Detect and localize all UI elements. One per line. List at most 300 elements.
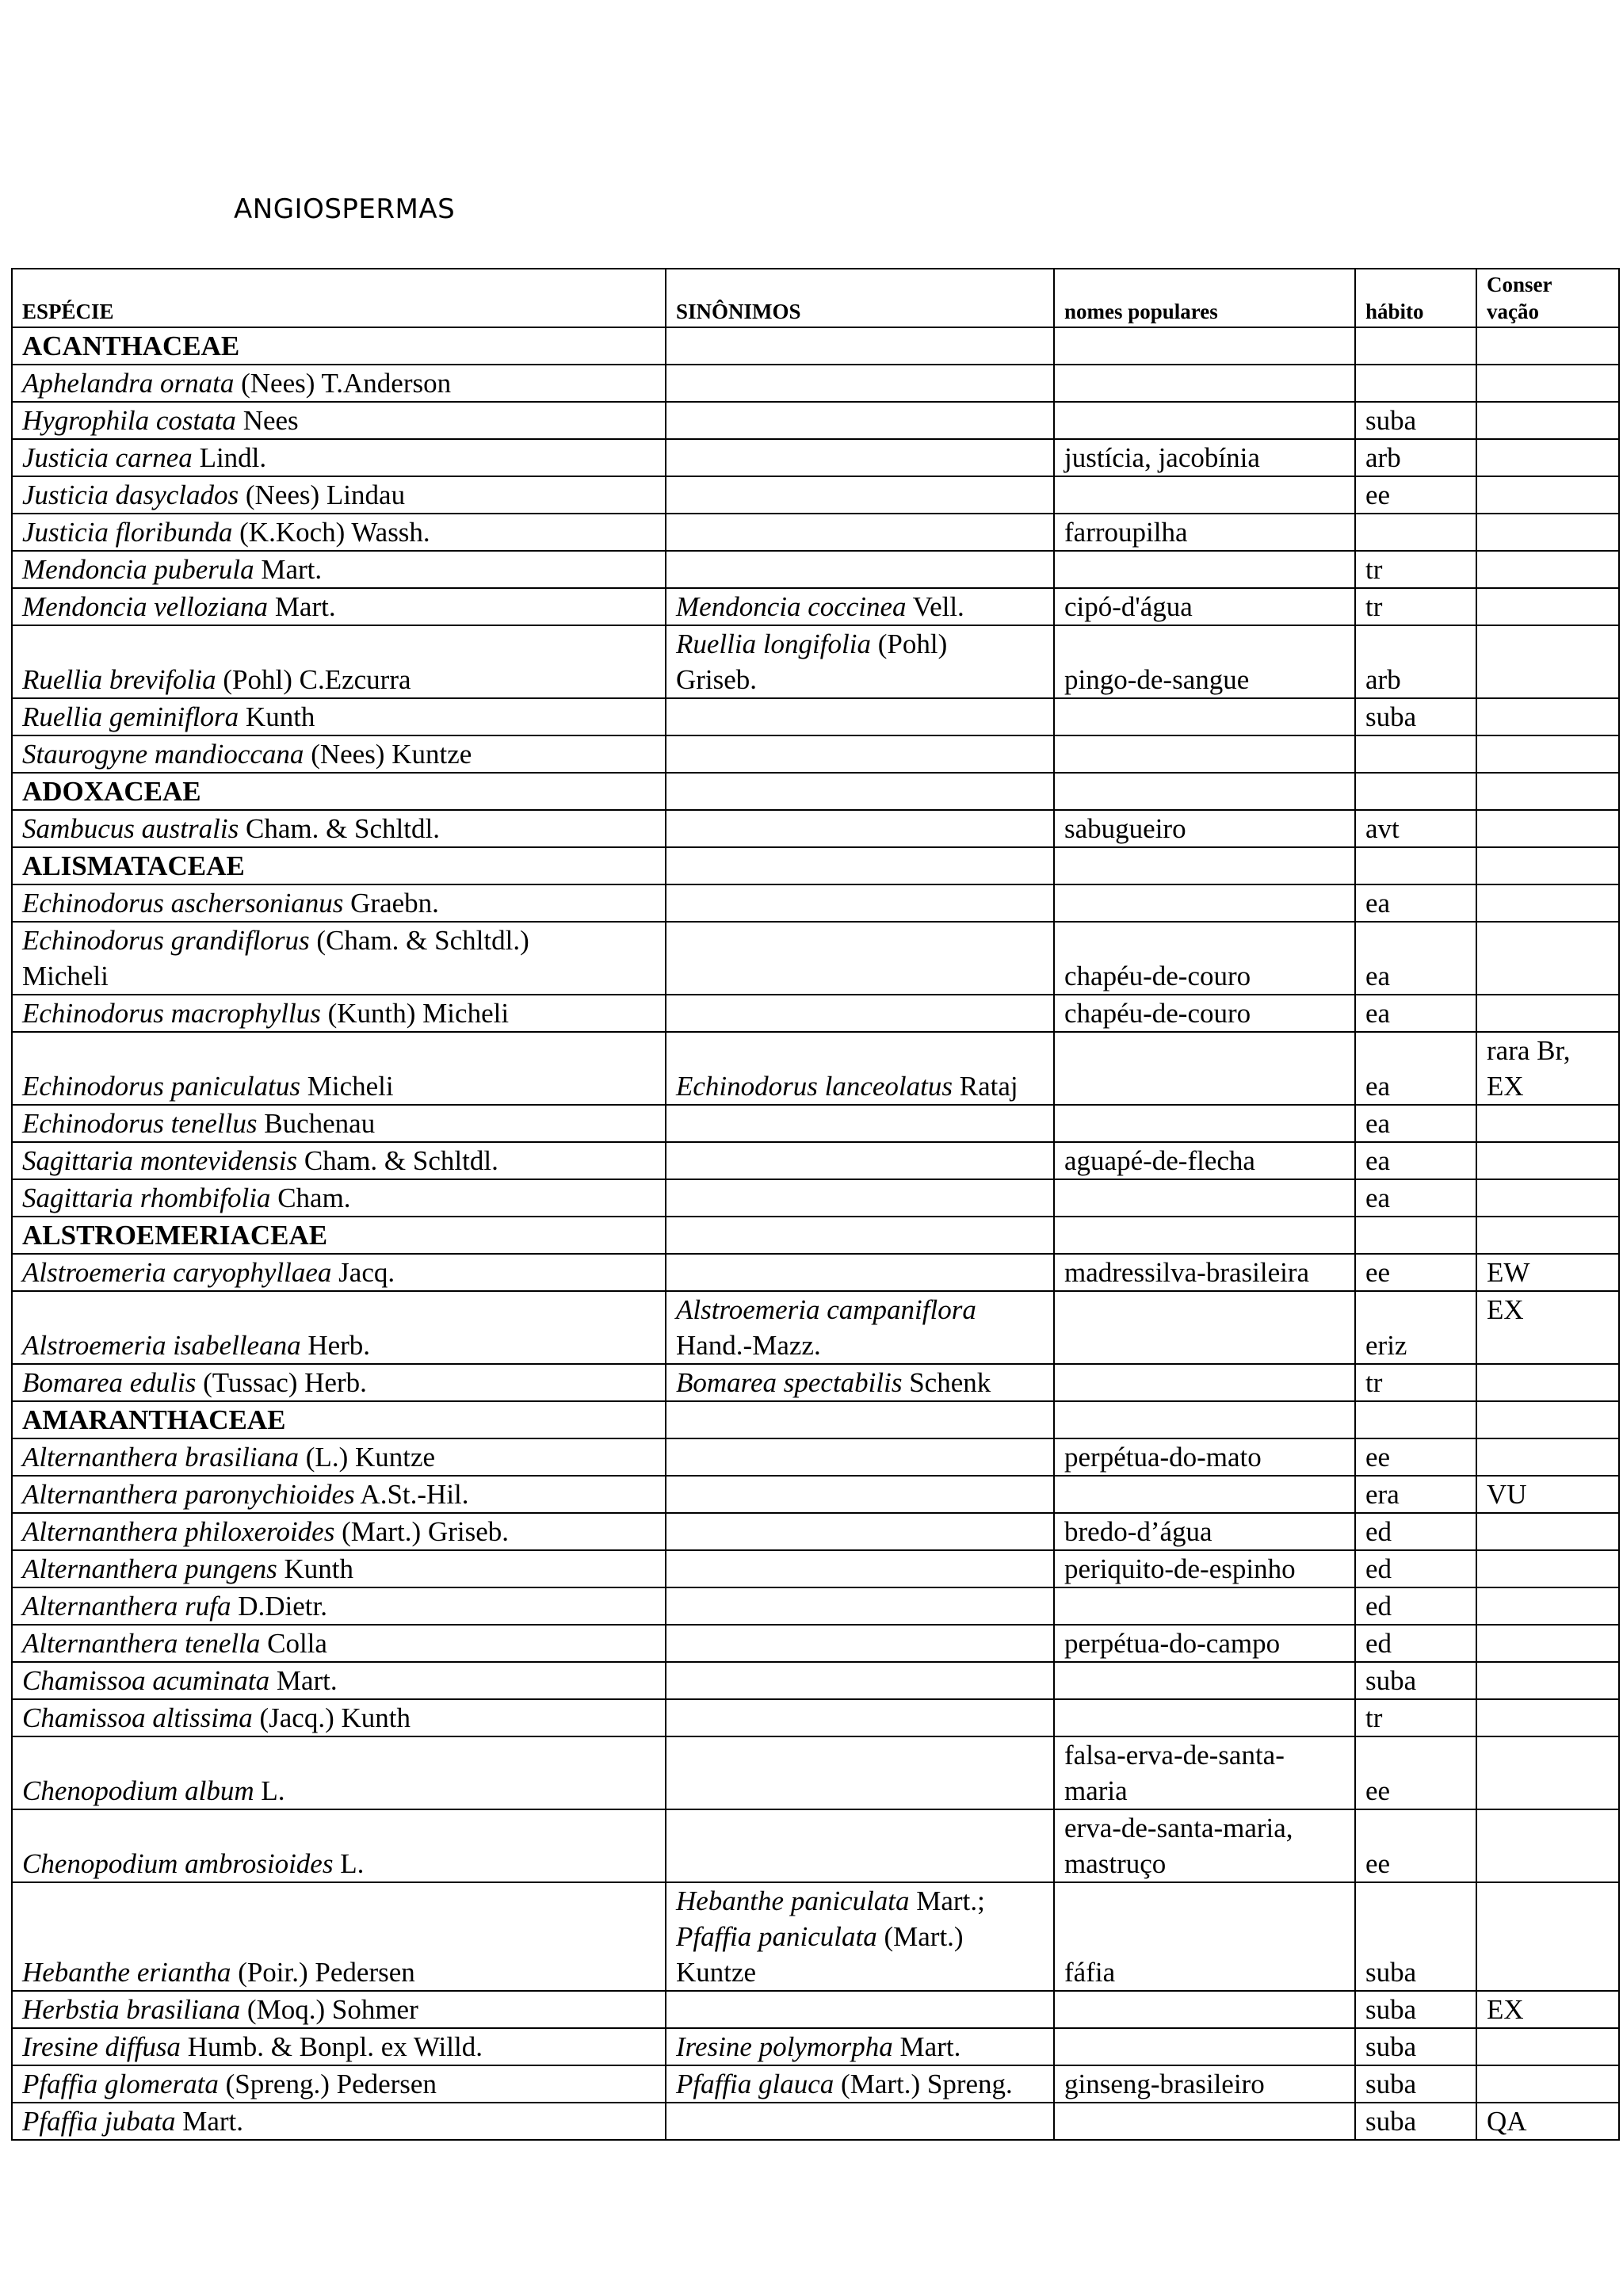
habit-cell: suba — [1355, 2028, 1476, 2065]
species-binomial: Sagittaria montevidensis — [22, 1145, 298, 1176]
species-binomial: Echinodorus grandiflorus — [22, 925, 310, 956]
synonym-author: (Mart.) Spreng. — [834, 2069, 1013, 2099]
synonym-author: Hand.-Mazz. — [676, 1330, 821, 1361]
species-author: A.St.-Hil. — [354, 1479, 469, 1510]
synonym-cell — [666, 810, 1054, 847]
species-binomial: Hebanthe eriantha — [22, 1957, 231, 1988]
popular-name-cell — [1054, 2065, 1355, 2103]
species-binomial: Hygrophila costata — [22, 405, 236, 436]
species-binomial: Alternanthera rufa — [22, 1591, 231, 1622]
conservation-cell — [1476, 551, 1619, 588]
species-cell — [12, 1513, 666, 1550]
species-author: Humb. & Bonpl. ex Willd. — [180, 2031, 483, 2062]
species-author: (L.) Kuntze — [299, 1442, 436, 1473]
habit-cell: ea — [1355, 884, 1476, 922]
species-author: Mart. — [268, 591, 336, 622]
habit-cell: ea — [1355, 1179, 1476, 1217]
conservation-cell — [1476, 1476, 1619, 1513]
table-body — [12, 327, 1619, 2140]
species-cell — [12, 402, 666, 439]
synonym-cell — [666, 1809, 1054, 1882]
empty-cell — [1355, 1401, 1476, 1438]
synonym-author: Mart.; — [909, 1885, 985, 1916]
header-conservacao-line1: Conser — [1487, 273, 1552, 296]
species-binomial: Herbstia brasiliana — [22, 1994, 241, 2025]
species-binomial: Sambucus australis — [22, 813, 239, 844]
species-binomial: Staurogyne mandioccana — [22, 739, 304, 770]
empty-cell — [1054, 1401, 1355, 1438]
habit-cell: suba — [1355, 2103, 1476, 2140]
popular-name: erva-de-santa-maria, — [1064, 1813, 1293, 1843]
table-row — [12, 995, 1619, 1032]
conservation-cell — [1476, 922, 1619, 995]
habit-cell: eriz — [1355, 1291, 1476, 1364]
species-binomial: Alternanthera paronychioides — [22, 1479, 355, 1510]
habit-cell: era — [1355, 1476, 1476, 1513]
popular-name-cell — [1054, 2028, 1355, 2065]
family-name-cell: ALISMATACEAE — [12, 847, 666, 884]
conservation-cell — [1476, 1736, 1619, 1809]
table-row — [12, 439, 1619, 476]
synonym-cell — [666, 1699, 1054, 1736]
habit-cell: ed — [1355, 1625, 1476, 1662]
empty-cell — [666, 1217, 1054, 1254]
habit-cell: suba — [1355, 1882, 1476, 1991]
species-cell — [12, 1105, 666, 1142]
synonym-cell — [666, 514, 1054, 551]
family-row — [12, 1401, 1619, 1438]
header-especie: ESPÉCIE — [12, 269, 666, 327]
popular-name-cell — [1054, 1254, 1355, 1291]
species-author: (Jacq.) Kunth — [252, 1702, 411, 1733]
popular-name-cell — [1054, 1736, 1355, 1809]
species-cell — [12, 995, 666, 1032]
species-binomial: Justicia dasyclados — [22, 479, 239, 510]
empty-cell — [1476, 1401, 1619, 1438]
species-author: (Poir.) Pedersen — [231, 1957, 415, 1988]
species-author: (Nees) T.Anderson — [234, 368, 452, 399]
header-nomes-populares: nomes populares — [1054, 269, 1355, 327]
species-author: Mart. — [269, 1665, 338, 1696]
conservation-cell — [1476, 1550, 1619, 1587]
conservation-status: EW — [1487, 1257, 1530, 1288]
habit-cell: tr — [1355, 1699, 1476, 1736]
species-author: Colla — [260, 1628, 327, 1659]
popular-name-cell — [1054, 735, 1355, 773]
species-cell — [12, 884, 666, 922]
species-author: (Nees) Kuntze — [304, 739, 472, 770]
conservation-cell — [1476, 1364, 1619, 1401]
synonym-binomial: Ruellia longifolia — [676, 628, 871, 659]
popular-name-cell — [1054, 1662, 1355, 1699]
popular-name-cell — [1054, 588, 1355, 625]
synonym-cell — [666, 1882, 1054, 1991]
conservation-cell — [1476, 365, 1619, 402]
conservation-cell — [1476, 1105, 1619, 1142]
synonym-author: Rataj — [953, 1071, 1018, 1102]
conservation-cell — [1476, 1032, 1619, 1105]
species-binomial: Ruellia geminiflora — [22, 701, 239, 732]
synonym-cell — [666, 2028, 1054, 2065]
synonym-cell — [666, 1438, 1054, 1476]
habit-cell — [1355, 365, 1476, 402]
family-name-cell: ADOXACEAE — [12, 773, 666, 810]
header-conservacao — [1476, 269, 1619, 327]
species-binomial: Alternanthera tenella — [22, 1628, 261, 1659]
species-author: Mart. — [254, 554, 323, 585]
table-row — [12, 625, 1619, 698]
table-row — [12, 1142, 1619, 1179]
species-binomial: Alternanthera brasiliana — [22, 1442, 300, 1473]
synonym-cell — [666, 551, 1054, 588]
species-cell — [12, 1587, 666, 1625]
family-row — [12, 773, 1619, 810]
synonym-cell — [666, 1032, 1054, 1105]
popular-name: justícia, jacobínia — [1064, 442, 1260, 473]
table-row — [12, 1587, 1619, 1625]
table-row — [12, 1809, 1619, 1882]
popular-name: maria — [1064, 1775, 1128, 1806]
conservation-cell — [1476, 1809, 1619, 1882]
synonym-cell — [666, 1364, 1054, 1401]
empty-cell — [1355, 327, 1476, 365]
table-header-row — [12, 269, 1619, 327]
table-row — [12, 365, 1619, 402]
conservation-cell — [1476, 439, 1619, 476]
synonym-binomial: Echinodorus lanceolatus — [676, 1071, 953, 1102]
synonym-cell — [666, 922, 1054, 995]
popular-name: bredo-d’água — [1064, 1516, 1212, 1547]
species-cell — [12, 735, 666, 773]
habit-cell: ea — [1355, 995, 1476, 1032]
species-author: Micheli — [300, 1071, 394, 1102]
species-binomial: Pfaffia glomerata — [22, 2069, 219, 2099]
habit-cell: tr — [1355, 588, 1476, 625]
table-row — [12, 2028, 1619, 2065]
popular-name-cell — [1054, 1438, 1355, 1476]
empty-cell — [1054, 1217, 1355, 1254]
family-name-cell: AMARANTHACEAE — [12, 1401, 666, 1438]
species-author-continued: Micheli — [22, 961, 109, 991]
popular-name-cell — [1054, 1142, 1355, 1179]
synonym-binomial: Hebanthe paniculata — [676, 1885, 910, 1916]
popular-name: pingo-de-sangue — [1064, 664, 1250, 695]
conservation-cell — [1476, 588, 1619, 625]
species-cell — [12, 1476, 666, 1513]
synonym-cell — [666, 698, 1054, 735]
popular-name-cell — [1054, 1364, 1355, 1401]
species-author: Kunth — [239, 701, 315, 732]
habit-cell: ee — [1355, 1809, 1476, 1882]
species-cell — [12, 1254, 666, 1291]
synonym-cell — [666, 884, 1054, 922]
table-row — [12, 588, 1619, 625]
empty-cell — [1355, 1217, 1476, 1254]
species-cell — [12, 1809, 666, 1882]
synonym-author: (Pohl) — [870, 628, 948, 659]
popular-name: chapéu-de-couro — [1064, 998, 1251, 1029]
species-author: Lindl. — [192, 442, 267, 473]
synonym-cell — [666, 588, 1054, 625]
synonym-cell — [666, 1254, 1054, 1291]
popular-name-cell — [1054, 922, 1355, 995]
popular-name-cell — [1054, 1476, 1355, 1513]
popular-name-cell — [1054, 402, 1355, 439]
table-row — [12, 1736, 1619, 1809]
species-cell — [12, 439, 666, 476]
species-cell — [12, 1882, 666, 1991]
table-row — [12, 476, 1619, 514]
synonym-cell — [666, 1662, 1054, 1699]
conservation-cell — [1476, 402, 1619, 439]
species-cell — [12, 1438, 666, 1476]
species-cell — [12, 1699, 666, 1736]
popular-name-cell — [1054, 1513, 1355, 1550]
species-binomial: Echinodorus macrophyllus — [22, 998, 321, 1029]
table-row — [12, 1032, 1619, 1105]
species-binomial: Justicia carnea — [22, 442, 193, 473]
species-cell — [12, 1662, 666, 1699]
synonym-cell — [666, 995, 1054, 1032]
habit-cell — [1355, 514, 1476, 551]
species-cell — [12, 514, 666, 551]
popular-name-cell — [1054, 1587, 1355, 1625]
species-cell — [12, 922, 666, 995]
header-habito: hábito — [1355, 269, 1476, 327]
popular-name: mastruço — [1064, 1848, 1167, 1879]
conservation-cell — [1476, 1179, 1619, 1217]
synonym-cell — [666, 2103, 1054, 2140]
synonym-author: (Mart.) — [876, 1921, 964, 1952]
popular-name-cell — [1054, 995, 1355, 1032]
species-author: L. — [333, 1848, 365, 1879]
conservation-cell — [1476, 1587, 1619, 1625]
habit-cell: suba — [1355, 698, 1476, 735]
popular-name: periquito-de-espinho — [1064, 1553, 1296, 1584]
table-row — [12, 1179, 1619, 1217]
species-cell — [12, 1142, 666, 1179]
species-author: Jacq. — [331, 1257, 395, 1288]
empty-cell — [1476, 847, 1619, 884]
popular-name-cell — [1054, 1105, 1355, 1142]
habit-cell: ee — [1355, 476, 1476, 514]
popular-name-cell — [1054, 1625, 1355, 1662]
popular-name: perpétua-do-mato — [1064, 1442, 1262, 1473]
synonym-binomial: Mendoncia coccinea — [676, 591, 907, 622]
table-row — [12, 1662, 1619, 1699]
empty-cell — [1355, 773, 1476, 810]
conservation-cell — [1476, 1142, 1619, 1179]
header-conservacao-line2: vação — [1487, 300, 1539, 323]
species-cell — [12, 2028, 666, 2065]
conservation-cell — [1476, 810, 1619, 847]
species-cell — [12, 810, 666, 847]
popular-name: falsa-erva-de-santa- — [1064, 1740, 1285, 1771]
species-author: Cham. — [270, 1182, 351, 1213]
conservation-cell — [1476, 514, 1619, 551]
species-table — [11, 268, 1620, 2141]
table-row — [12, 1105, 1619, 1142]
species-binomial: Iresine diffusa — [22, 2031, 181, 2062]
synonym-cell — [666, 1991, 1054, 2028]
table-row — [12, 1513, 1619, 1550]
popular-name: ginseng-brasileiro — [1064, 2069, 1265, 2099]
habit-cell: tr — [1355, 1364, 1476, 1401]
table-row — [12, 810, 1619, 847]
conservation-status: EX — [1487, 1294, 1524, 1325]
species-binomial: Sagittaria rhombifolia — [22, 1182, 271, 1213]
species-binomial: Chenopodium album — [22, 1775, 254, 1806]
species-binomial: Echinodorus tenellus — [22, 1108, 258, 1139]
popular-name: fáfia — [1064, 1957, 1116, 1988]
species-binomial: Alstroemeria caryophyllaea — [22, 1257, 332, 1288]
species-cell — [12, 365, 666, 402]
species-cell — [12, 1991, 666, 2028]
species-binomial: Chamissoa altissima — [22, 1702, 253, 1733]
conservation-status: VU — [1487, 1479, 1527, 1510]
species-author: (Moq.) Sohmer — [240, 1994, 418, 2025]
popular-name-cell — [1054, 884, 1355, 922]
table-row — [12, 1699, 1619, 1736]
synonym-cell — [666, 476, 1054, 514]
table-row — [12, 735, 1619, 773]
conservation-status: EX — [1487, 1071, 1524, 1102]
empty-cell — [666, 847, 1054, 884]
species-cell — [12, 551, 666, 588]
habit-cell: ea — [1355, 1105, 1476, 1142]
species-cell — [12, 476, 666, 514]
synonym-cell — [666, 1736, 1054, 1809]
species-binomial: Bomarea edulis — [22, 1367, 197, 1398]
popular-name-cell — [1054, 1991, 1355, 2028]
species-binomial: Pfaffia jubata — [22, 2106, 176, 2137]
empty-cell — [1476, 773, 1619, 810]
species-cell — [12, 1625, 666, 1662]
conservation-status: rara Br, — [1487, 1035, 1571, 1066]
popular-name: aguapé-de-flecha — [1064, 1145, 1255, 1176]
conservation-cell — [1476, 698, 1619, 735]
habit-cell: ee — [1355, 1438, 1476, 1476]
popular-name-cell — [1054, 698, 1355, 735]
empty-cell — [1476, 1217, 1619, 1254]
habit-cell: ea — [1355, 922, 1476, 995]
synonym-cell — [666, 1587, 1054, 1625]
popular-name-cell — [1054, 1291, 1355, 1364]
synonym-cell — [666, 1105, 1054, 1142]
habit-cell: ed — [1355, 1587, 1476, 1625]
species-author: (Cham. & Schltdl.) — [309, 925, 529, 956]
habit-cell: ee — [1355, 1254, 1476, 1291]
species-cell — [12, 1736, 666, 1809]
synonym-cell — [666, 1142, 1054, 1179]
habit-cell: suba — [1355, 1662, 1476, 1699]
empty-cell — [1476, 327, 1619, 365]
popular-name: chapéu-de-couro — [1064, 961, 1251, 991]
conservation-cell — [1476, 1625, 1619, 1662]
habit-cell: avt — [1355, 810, 1476, 847]
species-binomial: Alstroemeria isabelleana — [22, 1330, 301, 1361]
conservation-cell — [1476, 735, 1619, 773]
habit-cell: suba — [1355, 402, 1476, 439]
species-cell — [12, 1291, 666, 1364]
conservation-cell — [1476, 476, 1619, 514]
species-cell — [12, 2065, 666, 2103]
conservation-cell — [1476, 1254, 1619, 1291]
conservation-cell — [1476, 2103, 1619, 2140]
habit-cell: arb — [1355, 439, 1476, 476]
table-row — [12, 1254, 1619, 1291]
species-cell — [12, 698, 666, 735]
table-row — [12, 922, 1619, 995]
popular-name: cipó-d'água — [1064, 591, 1193, 622]
popular-name: sabugueiro — [1064, 813, 1186, 844]
species-binomial: Chamissoa acuminata — [22, 1665, 270, 1696]
popular-name-cell — [1054, 551, 1355, 588]
popular-name-cell — [1054, 514, 1355, 551]
species-cell — [12, 1364, 666, 1401]
habit-cell: suba — [1355, 1991, 1476, 2028]
popular-name-cell — [1054, 1032, 1355, 1105]
popular-name-cell — [1054, 476, 1355, 514]
empty-cell — [666, 773, 1054, 810]
species-binomial: Mendoncia velloziana — [22, 591, 269, 622]
table-row — [12, 698, 1619, 735]
popular-name: farroupilha — [1064, 517, 1188, 548]
species-author: Cham. & Schltdl. — [297, 1145, 498, 1176]
synonym-cell — [666, 625, 1054, 698]
conservation-cell — [1476, 625, 1619, 698]
synonym-cell — [666, 1550, 1054, 1587]
table-row — [12, 1625, 1619, 1662]
popular-name: perpétua-do-campo — [1064, 1628, 1281, 1659]
table-row — [12, 884, 1619, 922]
family-row — [12, 327, 1619, 365]
conservation-cell — [1476, 1991, 1619, 2028]
table-row — [12, 1476, 1619, 1513]
table-row — [12, 514, 1619, 551]
conservation-cell — [1476, 2065, 1619, 2103]
species-binomial: Aphelandra ornata — [22, 368, 235, 399]
species-author: Nees — [235, 405, 299, 436]
popular-name: madressilva-brasileira — [1064, 1257, 1310, 1288]
family-row — [12, 1217, 1619, 1254]
habit-cell: ea — [1355, 1032, 1476, 1105]
species-author: Mart. — [175, 2106, 244, 2137]
species-author: D.Dietr. — [231, 1591, 327, 1622]
table-row — [12, 402, 1619, 439]
empty-cell — [1054, 327, 1355, 365]
table-row — [12, 1550, 1619, 1587]
species-author: Cham. & Schltdl. — [239, 813, 440, 844]
species-binomial: Echinodorus paniculatus — [22, 1071, 300, 1102]
conservation-cell — [1476, 1882, 1619, 1991]
popular-name-cell — [1054, 439, 1355, 476]
species-cell — [12, 1179, 666, 1217]
conservation-cell — [1476, 1438, 1619, 1476]
synonym-cell — [666, 402, 1054, 439]
synonym-cell — [666, 1291, 1054, 1364]
species-binomial: Ruellia brevifolia — [22, 664, 216, 695]
table-row — [12, 551, 1619, 588]
empty-cell — [666, 1401, 1054, 1438]
table-row — [12, 1438, 1619, 1476]
popular-name-cell — [1054, 625, 1355, 698]
popular-name-cell — [1054, 1179, 1355, 1217]
species-binomial: Alternanthera philoxeroides — [22, 1516, 335, 1547]
synonym-cell — [666, 735, 1054, 773]
empty-cell — [1054, 847, 1355, 884]
habit-cell: ea — [1355, 1142, 1476, 1179]
